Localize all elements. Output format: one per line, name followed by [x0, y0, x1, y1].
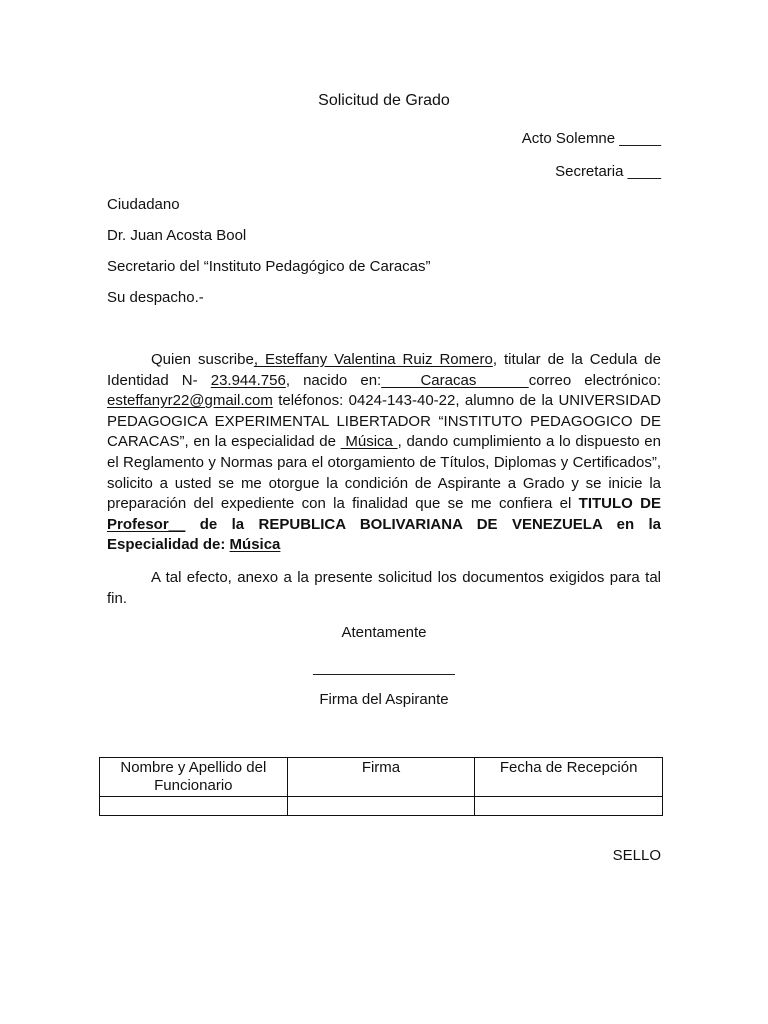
text-segment: Quien suscribe [151, 351, 254, 368]
text-segment: , dando cumplimiento a lo dispuesto en el Reglamento y Normas para el otorgamiento de Títulos, Diplomas y Certificados”, solicito a usted se me otorgue la condición de Aspirante a Grado y se inicie la preparación del expediente con la finalidad que se me confiera el [107, 433, 661, 513]
text-segment: , nacido en: [285, 371, 382, 389]
reception-table [99, 757, 663, 816]
degree-title-label: TITULO DE [578, 495, 661, 513]
text-segment: , titular de la Cedula de Identidad N- [107, 351, 661, 389]
body-paragraph-1 [107, 350, 661, 556]
header-officer-name: Nombre y Apellido del Funcionario [100, 758, 288, 797]
signature-line: _________________ [313, 659, 455, 676]
body-paragraph-2: A tal efecto, anexo a la presente solicitud los documentos exigidos para tal fin. [107, 569, 661, 607]
header-signature: Firma [287, 758, 475, 797]
cell-signature [287, 797, 475, 816]
table-row [100, 797, 663, 816]
signature-label: Firma del Aspirante [319, 691, 449, 708]
degree-country-text: de la REPUBLICA BOLIVARIANA DE VENEZUELA en la Especialidad de: [107, 515, 661, 554]
addressee-line-1: Ciudadano [107, 196, 180, 213]
specialty-field: Música [340, 433, 398, 451]
secretaria-field: Secretaria ____ [555, 163, 661, 180]
acto-solemne-field: Acto Solemne _____ [521, 130, 661, 147]
text-segment: correo electrónico: [528, 371, 661, 389]
document-title: Solicitud de Grado [318, 92, 450, 109]
degree-specialty-value: Música [229, 536, 281, 554]
email-address: esteffanyr22@gmail.com [107, 392, 273, 410]
table-header-row [100, 758, 663, 797]
stamp-label: SELLO [612, 847, 661, 864]
addressee-line-2: Dr. Juan Acosta Bool [107, 227, 247, 244]
cell-officer-name [100, 797, 288, 816]
id-number: 23.944.756 [210, 371, 286, 389]
header-reception-date: Fecha de Recepción [475, 758, 663, 797]
degree-title-value: Profesor__ [107, 515, 186, 533]
cell-reception-date [475, 797, 663, 816]
addressee-line-4: Su despacho.- [107, 289, 204, 306]
closing-text: Atentamente [341, 624, 427, 641]
applicant-name: , Esteffany Valentina Ruiz Romero [253, 351, 493, 368]
birth-city: Caracas [381, 371, 529, 389]
text-segment: teléfonos: 0424-143-40-22, alumno de la UNIVERSIDAD PEDAGOGICA EXPERIMENTAL LIBERTADOR “INSTITUTO PEDAGOGICO DE CARACAS”, en la especialidad de [107, 392, 661, 451]
addressee-line-3: Secretario del “Instituto Pedagógico de Caracas” [107, 258, 431, 275]
